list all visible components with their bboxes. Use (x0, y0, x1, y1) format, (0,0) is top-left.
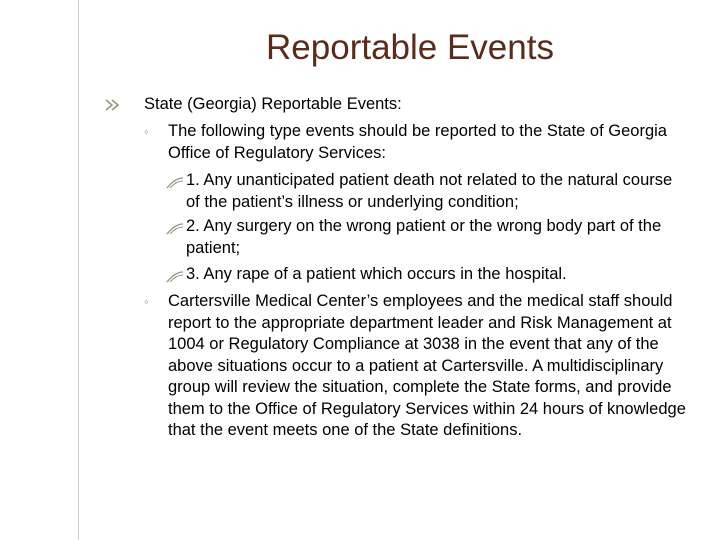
sweep-arc-icon (166, 220, 184, 232)
sweep-arc-icon (166, 268, 184, 280)
level3-text: 1. Any unanticipated patient death not related to the natural course of the patient’s illness or underlying condition; (186, 171, 673, 211)
double-chevron-icon (104, 97, 124, 111)
level3-text: 2. Any surgery on the wrong patient or the wrong body part of the patient; (186, 217, 662, 257)
level2-text: The following type events should be reported to the State of Georgia Office of Regulatory Services: (168, 122, 667, 162)
circle-bullet-icon: ◦ (144, 294, 149, 309)
level1-text: State (Georgia) Reportable Events: (144, 95, 402, 113)
sweep-arc-icon (166, 174, 184, 186)
level2-text: Cartersville Medical Center’s employees and the medical staff should report to the appropriate department leader and Risk Management at 1004 or Regulatory Compliance at 3038 in the event that any of the above situations occur to a patient at Cartersville. A multidisciplinary group will review the situation, complete the State forms, and provide them to the Office of Regulatory Services within 24 hours of knowledge that the event meets one of the State definitions. (168, 292, 686, 439)
slide-title: Reportable Events (266, 28, 554, 67)
circle-bullet-icon: ◦ (144, 124, 149, 139)
level3-text: 3. Any rape of a patient which occurs in the hospital. (186, 265, 567, 283)
